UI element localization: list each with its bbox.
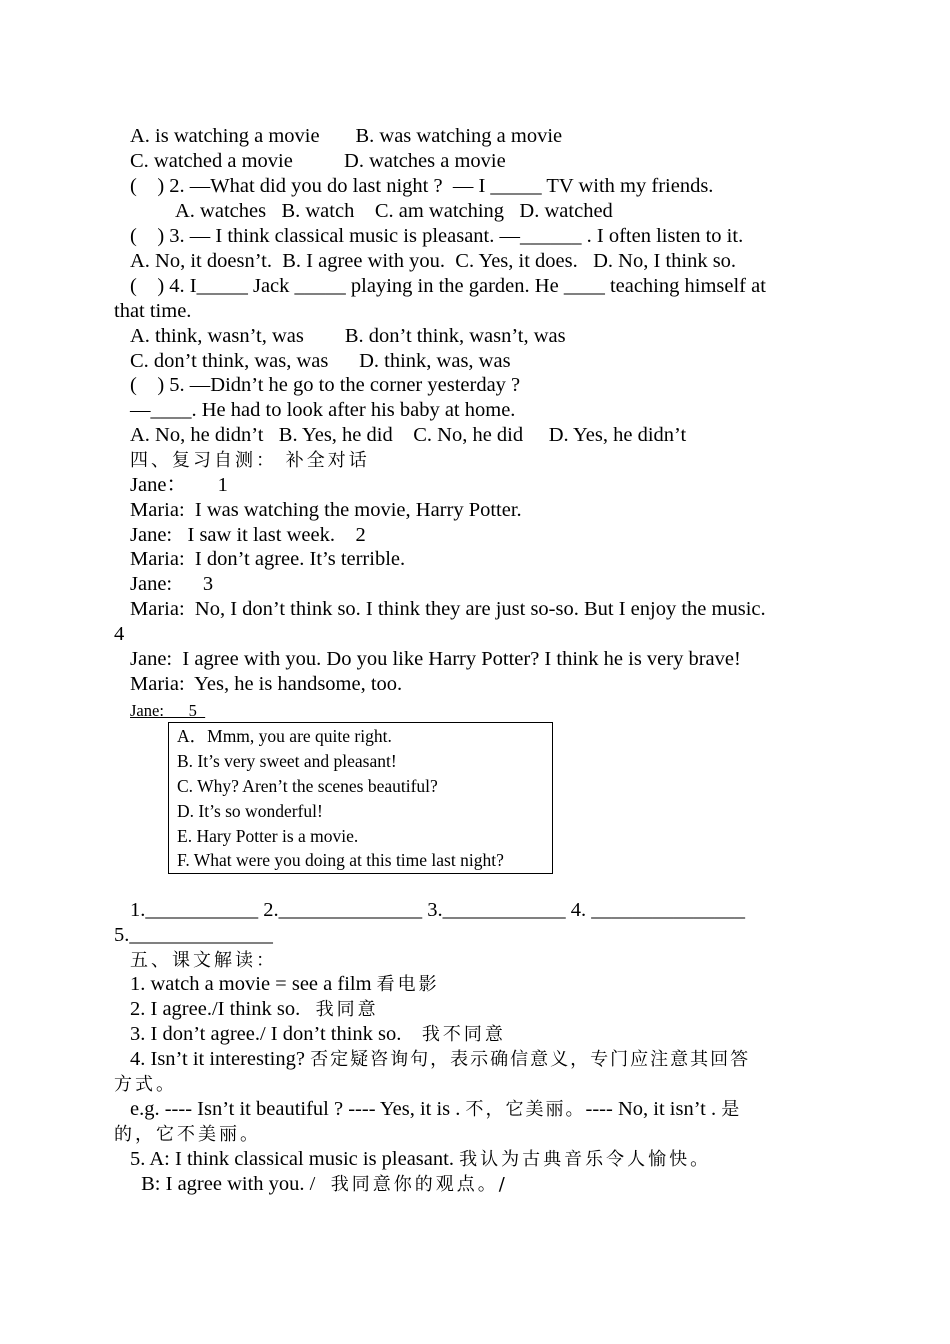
cn-text: 是	[721, 1099, 743, 1120]
q4-options-cd: C. don’t think, was, was D. think, was, was	[130, 350, 511, 372]
explain-line-3	[130, 1022, 506, 1047]
en-text: ---- No, it isn’t .	[585, 1098, 722, 1120]
option-item: F. What were you doing at this time last night?	[177, 850, 504, 870]
en-text: 3. I don’t agree./ I don’t think so.	[130, 1023, 422, 1045]
dialog-line: Jane: I agree with you. Do you like Harry Potter? I think he is very brave!	[130, 648, 741, 670]
explain-line-5	[130, 1097, 742, 1122]
cn-text: 不，它美丽。	[465, 1099, 586, 1120]
q2-stem: ( ) 2. —What did you do last night ? — I _____ TV with my friends.	[130, 175, 714, 197]
q5-stem-cont: —____. He had to look after his baby at home.	[130, 399, 516, 421]
answer-blanks: 1.___________ 2.______________ 3.____________ 4. _______________	[130, 899, 745, 921]
dialog-line: Jane: 3	[130, 573, 214, 595]
dialog-line: Maria: I don’t agree. It’s terrible.	[130, 548, 406, 570]
q1-options-ab: A. is watching a movie B. was watching a movie	[130, 125, 563, 147]
dialog-line: Maria: No, I don’t think so. I think they are just so-so. But I enjoy the music.	[130, 598, 766, 620]
cn-text: 我认为古典音乐令人愉快。	[459, 1149, 712, 1170]
q5-options: A. No, he didn’t B. Yes, he did C. No, he did D. Yes, he didn’t	[130, 424, 687, 446]
dialog-line: Jane: 5	[130, 701, 206, 720]
cn-text: 否定疑咨询句，表示确信意义，专门应注意其回答	[310, 1049, 751, 1070]
option-item: D. It’s so wonderful!	[177, 801, 323, 821]
option-item: A．Mmm, you are quite right.	[177, 726, 392, 746]
q3-stem: ( ) 3. — I think classical music is pleasant. —______ . I often listen to it.	[130, 225, 744, 247]
option-item: B. It’s very sweet and pleasant!	[177, 751, 397, 771]
cn-text: 我不同意	[421, 1024, 506, 1045]
en-text: 1. watch a movie = see a film	[130, 973, 377, 995]
cn-text: 我同意	[315, 999, 379, 1020]
en-text: 5. A: I think classical music is pleasant.	[130, 1148, 460, 1170]
explain-line-4	[130, 1047, 750, 1072]
answer-blanks-cont: 5.______________	[114, 924, 273, 946]
en-text: 2. I agree./I think so.	[130, 998, 316, 1020]
q4-stem: ( ) 4. I_____ Jack _____ playing in the garden. He ____ teaching himself at	[130, 275, 766, 297]
q4-options-ab: A. think, wasn’t, was B. don’t think, wasn’t, was	[130, 325, 566, 347]
en-text: 4. Isn’t it interesting?	[130, 1048, 311, 1070]
dialog-line: Maria: I was watching the movie, Harry Potter.	[130, 499, 522, 521]
dialog-line: Jane： 1	[130, 474, 228, 496]
options-box	[168, 722, 553, 874]
q5-stem: ( ) 5. —Didn’t he go to the corner yesterday ?	[130, 374, 521, 396]
dialog-line: Maria: Yes, he is handsome, too.	[130, 673, 403, 695]
dialog-line: 4	[114, 623, 125, 645]
cn-text: 我同意你的观点。/	[330, 1174, 508, 1195]
dialog-line: Jane: I saw it last week. 2	[130, 524, 366, 546]
section5-heading: 五、课文解读：	[130, 950, 277, 971]
explain-line-2	[130, 997, 379, 1022]
section4-heading: 四、复习自测： 补全对话	[130, 450, 370, 471]
explain-line-7	[136, 1172, 508, 1197]
q3-options: A. No, it doesn’t. B. I agree with you. C. Yes, it does. D. No, I think so.	[130, 250, 737, 272]
q1-options-cd: C. watched a movie D. watches a movie	[130, 150, 506, 172]
en-text: B: I agree with you. /	[136, 1173, 331, 1195]
explain-line-4-cont: 方式。	[114, 1074, 177, 1095]
cn-text: 看电影	[376, 974, 440, 995]
q2-options: A. watches B. watch C. am watching D. watched	[175, 200, 613, 222]
explain-line-1	[130, 972, 440, 997]
option-item: C. Why? Aren’t the scenes beautiful?	[177, 776, 438, 796]
explain-line-5-cont: 的，它不美丽。	[114, 1124, 261, 1145]
explain-line-6	[130, 1147, 711, 1172]
option-item: E. Hary Potter is a movie.	[177, 826, 359, 846]
en-text: e.g. ---- Isn’t it beautiful ? ---- Yes, it is .	[130, 1098, 466, 1120]
q4-stem-cont: that time.	[114, 300, 192, 322]
